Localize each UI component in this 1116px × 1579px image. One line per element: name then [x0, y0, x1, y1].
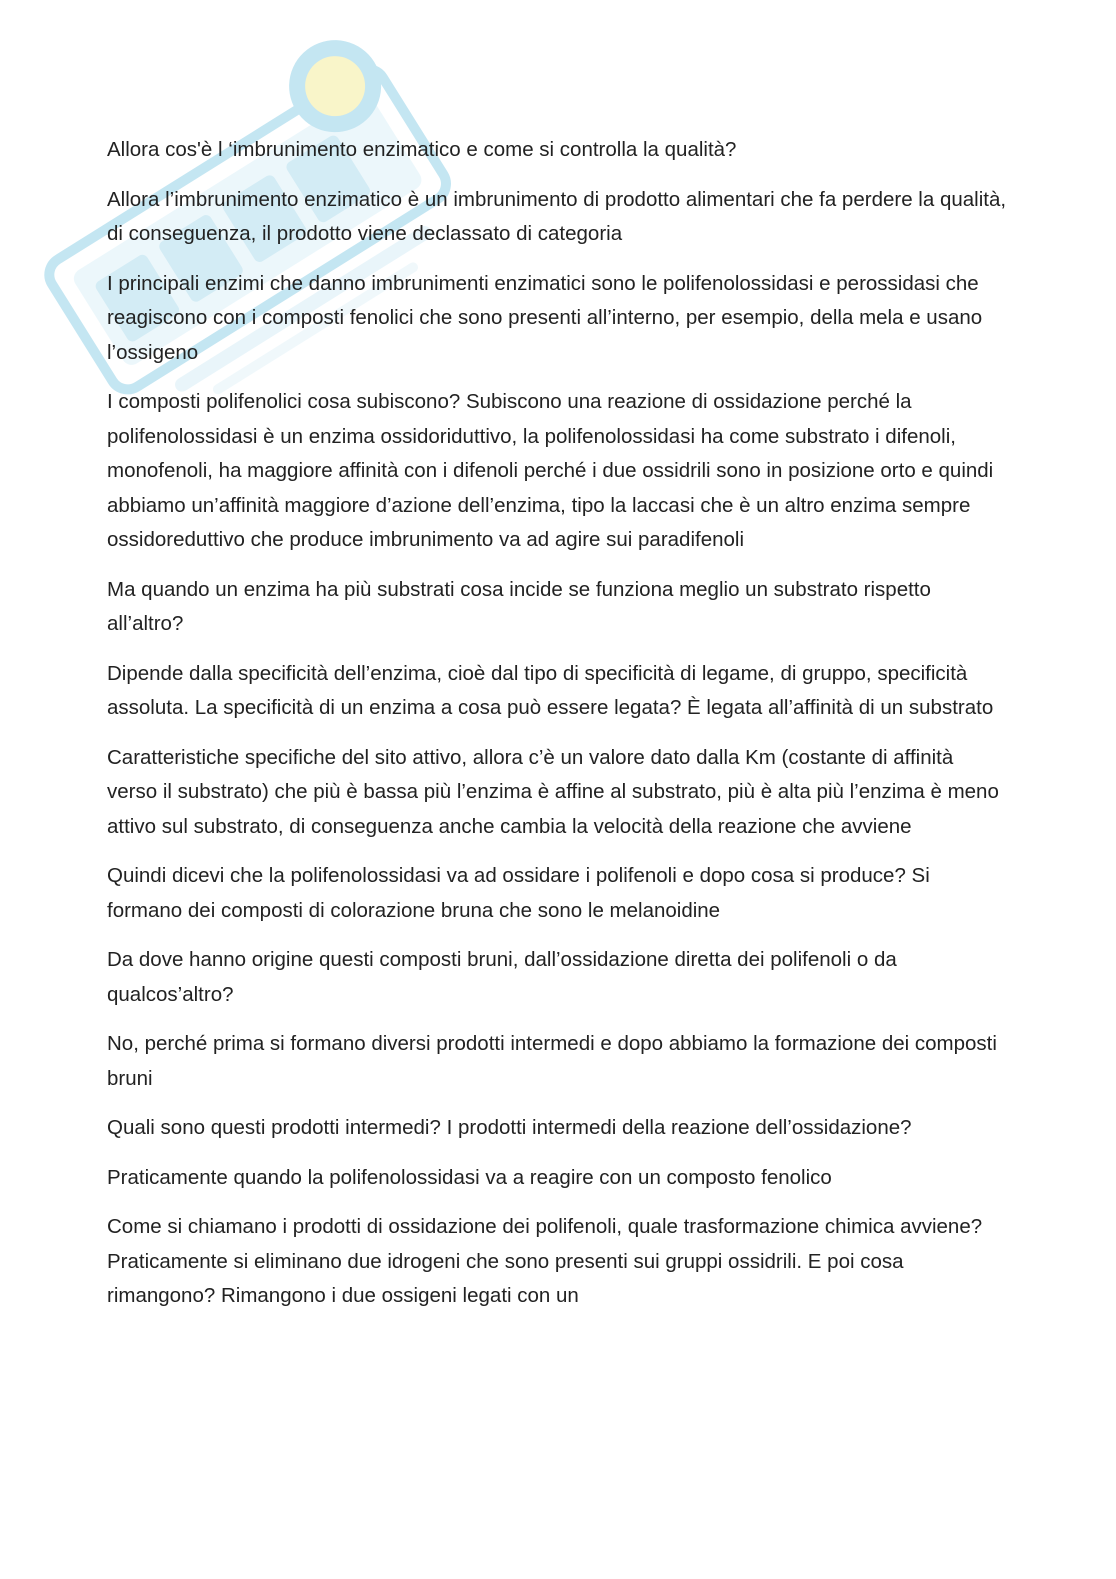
paragraph-4: I composti polifenolici cosa subiscono? Subiscono una reazione di ossidazione perché la polifenolossidasi è un enzima ossidoriduttivo, la polifenolossidasi ha come substrato i difenoli, monofenoli, ha maggiore affinità con i difenoli perché i due ossidrili sono in posizione orto e quindi abbiamo un’affinità maggiore d’azione dell’enzima, tipo la laccasi che è un altro enzima sempre ossidoreduttivo che produce imbrunimento va ad agire sui paradifenoli	[107, 390, 994, 551]
paragraph-12: Praticamente quando la polifenolossidasi va a reagire con un composto fenolico	[107, 1165, 832, 1189]
paragraph-5: Ma quando un enzima ha più substrati cosa incide se funziona meglio un substrato rispetto all’altro?	[107, 577, 931, 635]
paragraph-9: Da dove hanno origine questi composti bruni, dall’ossidazione diretta dei polifenoli o da qualcos’altro?	[107, 948, 897, 1006]
document-body	[107, 133, 1007, 1329]
paragraph-6: Dipende dalla specificità dell’enzima, cioè dal tipo di specificità di legame, di gruppo, specificità assoluta. La specificità di un enzima a cosa può essere legata? È legata all’affinità di un substrato	[107, 661, 994, 719]
paragraph-10: No, perché prima si formano diversi prodotti intermedi e dopo abbiamo la formazione dei composti bruni	[107, 1032, 997, 1090]
paragraph-7: Caratteristiche specifiche del sito attivo, allora c’è un valore dato dalla Km (costante di affinità verso il substrato) che più è bassa più l’enzima è affine al substrato, più è alta più l’enzima è meno attivo sul substrato, di conseguenza anche cambia la velocità della reazione che avviene	[107, 745, 999, 838]
paragraph-11: Quali sono questi prodotti intermedi? I prodotti intermedi della reazione dell’ossidazione?	[107, 1116, 912, 1139]
paragraph-3: I principali enzimi che danno imbrunimenti enzimatici sono le polifenolossidasi e perossidasi che reagiscono con i composti fenolici che sono presenti all’interno, per esempio, della mela e usano l’ossigeno	[107, 271, 983, 364]
paragraph-2: Allora l’imbrunimento enzimatico è un imbrunimento di prodotto alimentari che fa perdere la qualità, di conseguenza, il prodotto viene declassato di categoria	[107, 187, 1007, 245]
paragraph-1: Allora cos'è l ‘imbrunimento enzimatico e come si controlla la qualità?	[107, 138, 737, 161]
paragraph-13: Come si chiamano i prodotti di ossidazione dei polifenoli, quale trasformazione chimica avviene? Praticamente si eliminano due idrogeni che sono presenti sui gruppi ossidrili. E poi cosa rimangono? Rimangono i due ossigeni legati con un	[107, 1215, 983, 1307]
paragraph-8: Quindi dicevi che la polifenolossidasi va ad ossidare i polifenoli e dopo cosa si produce? Si formano dei composti di colorazione bruna che sono le melanoidine	[107, 864, 930, 922]
